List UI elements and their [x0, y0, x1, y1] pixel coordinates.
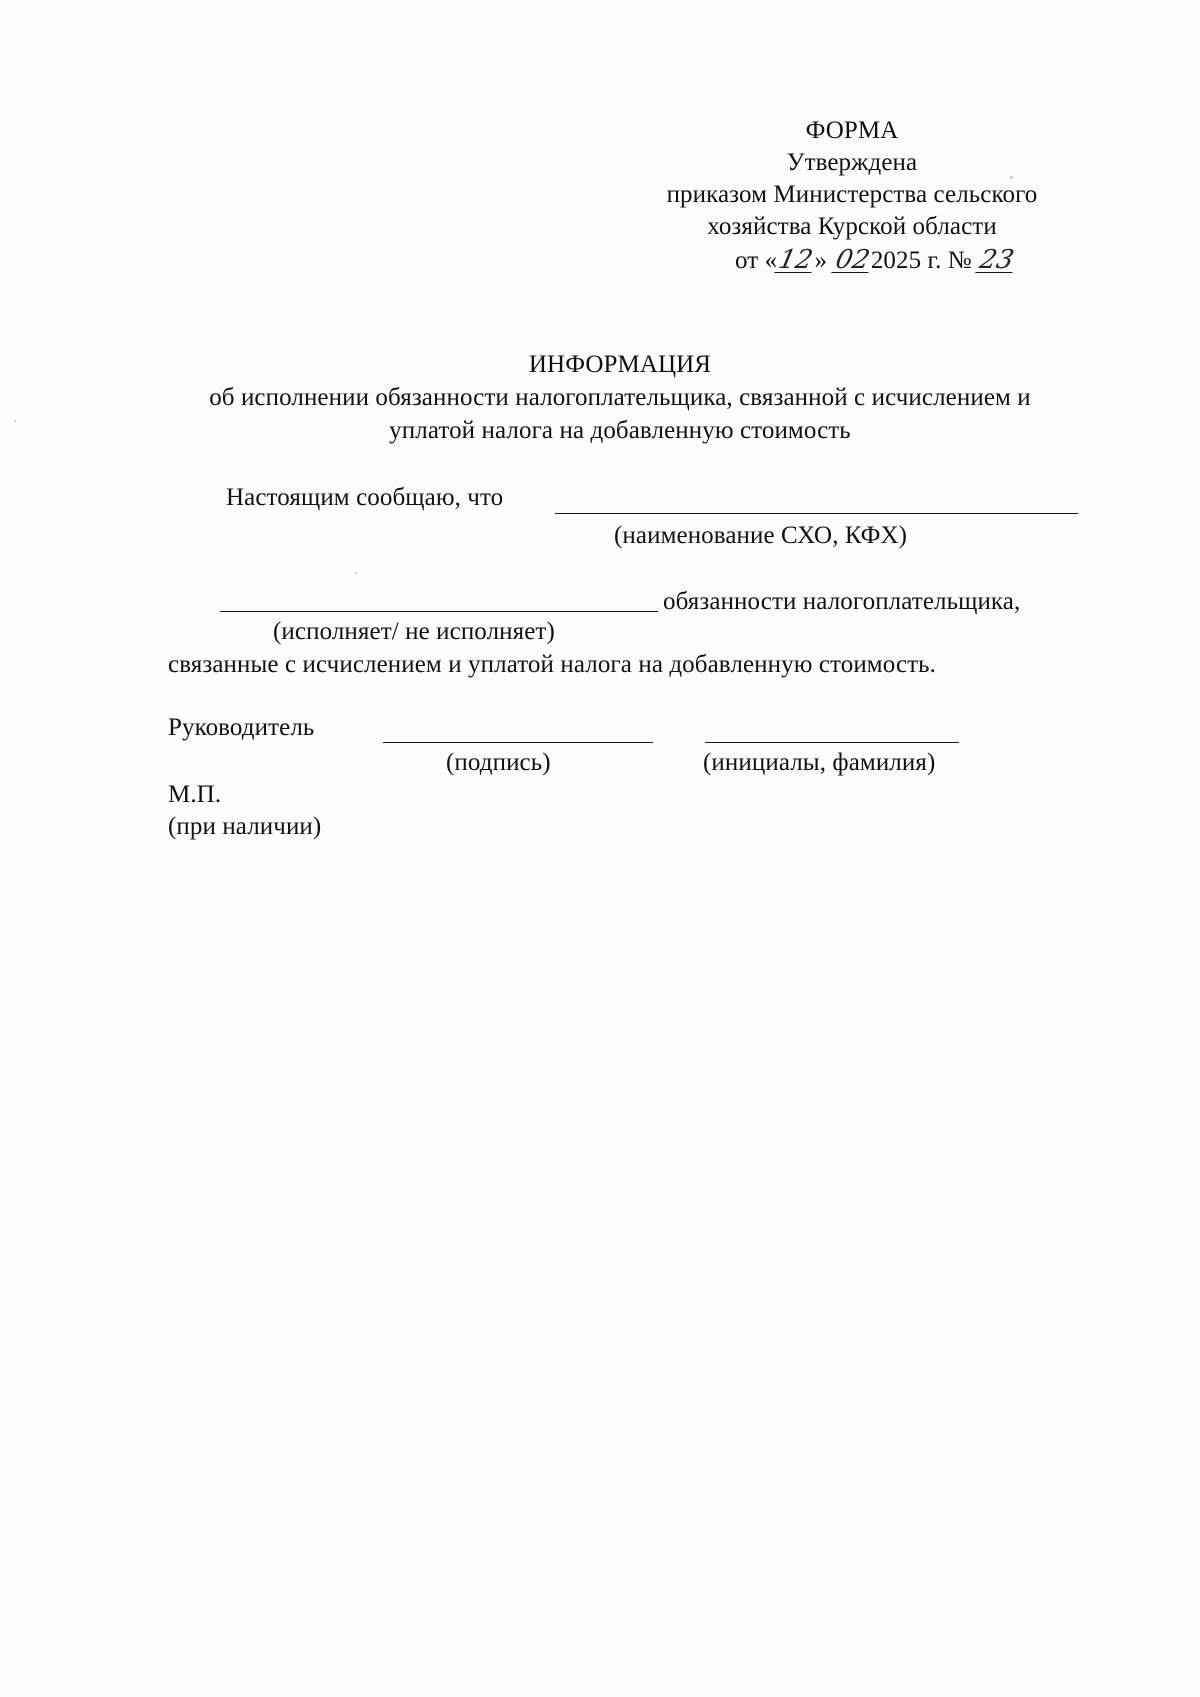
signature-blank-line — [383, 742, 653, 743]
title-line-2: уплатой налога на добавленную стоимость — [389, 417, 851, 444]
signature-caption: (подпись) — [446, 749, 551, 776]
date-month-handwritten: 02 — [832, 245, 873, 275]
date-year: 2025 г. № — [870, 247, 972, 274]
head-label: Руководитель — [168, 714, 315, 741]
org-name-blank-line — [555, 513, 1078, 514]
org-name-caption: (наименование СХО, КФХ) — [614, 522, 908, 549]
date-prefix: от « — [735, 247, 778, 274]
order-line-2: хозяйства Курской области — [707, 213, 997, 240]
order-date-line — [735, 246, 1015, 276]
document-title: ИНФОРМАЦИЯ — [528, 351, 712, 378]
stamp-note: (при наличии) — [168, 813, 322, 840]
scan-speck — [14, 420, 16, 422]
intro-text: Настоящим сообщаю, что — [226, 484, 504, 511]
approved-label: Утверждена — [786, 149, 918, 176]
duty-text: обязанности налогоплательщика, — [663, 588, 1021, 615]
title-line-1: об исполнении обязанности налогоплательщика, связанной с исчислением и — [209, 384, 1031, 411]
stamp-label: М.П. — [168, 781, 222, 808]
date-day-handwritten: 12 — [776, 245, 816, 275]
fulfil-blank-line — [220, 611, 658, 612]
scan-speck — [1010, 176, 1013, 179]
scan-speck — [355, 572, 357, 574]
order-number-handwritten: 23 — [977, 245, 1017, 275]
order-line-1: приказом Министерства сельского — [666, 181, 1038, 208]
name-blank-line — [705, 742, 959, 743]
date-mid: » — [814, 247, 828, 274]
duty-tail-text: связанные с исчислением и уплатой налога на добавленную стоимость. — [168, 651, 937, 678]
form-label: ФОРМА — [805, 117, 899, 144]
fulfil-caption: (исполняет/ не исполняет) — [273, 618, 555, 645]
name-caption: (инициалы, фамилия) — [703, 749, 936, 776]
